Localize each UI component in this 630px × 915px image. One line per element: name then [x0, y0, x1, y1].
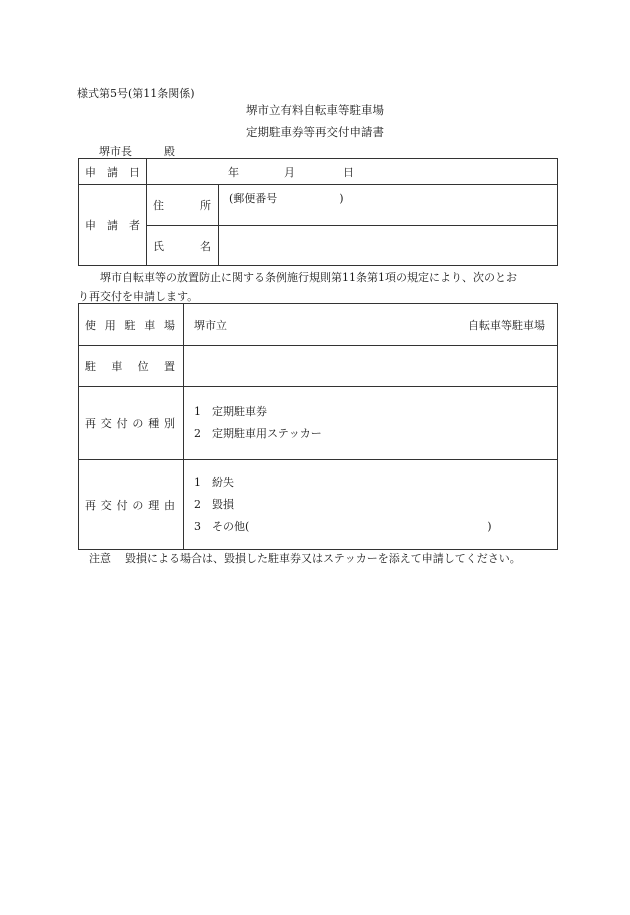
reissue-reason-option-other[interactable]: 3 その他( ) [194, 519, 492, 533]
applicant-table [78, 158, 558, 266]
addressee-honorific: 殿 [164, 145, 175, 158]
parking-lot-label: 使用駐車場 [79, 304, 184, 346]
postal-code-close: ) [339, 192, 344, 205]
parking-lot-prefix: 堺市立 [194, 318, 227, 332]
parking-position-field[interactable] [184, 346, 558, 387]
note [89, 553, 521, 564]
form-title-line2: 定期駐車券等再交付申請書 [246, 125, 384, 139]
application-statement [78, 268, 557, 306]
postal-code-label: (郵便番号 [229, 192, 278, 205]
details-table [78, 303, 558, 550]
note-label: 注意 [89, 552, 111, 565]
reissue-reason-option[interactable]: 2 毀損 [194, 497, 234, 511]
date-month-label: 月 [284, 166, 295, 179]
reissue-reason-label: 再交付の理由 [79, 460, 184, 550]
reissue-type-option[interactable]: 2 定期駐車用ステッカー [194, 427, 322, 440]
statement-line2: り再交付を申請します。 [78, 290, 199, 303]
name-label: 氏名 [147, 226, 219, 266]
address-field[interactable] [219, 185, 558, 226]
other-reason-close: ) [487, 519, 492, 533]
applicant-label: 申請者 [79, 185, 147, 266]
form-title-line1: 堺市立有料自転車等駐車場 [246, 103, 384, 117]
date-year-label: 年 [228, 166, 239, 179]
reissue-type-options [184, 387, 558, 460]
note-text: 毀損による場合は、毀損した駐車券又はステッカーを添えて申請してください。 [125, 552, 521, 565]
application-date-field[interactable] [147, 159, 558, 185]
reissue-reason-option[interactable]: 1 紛失 [194, 475, 234, 489]
addressee-name: 堺市長 [99, 145, 132, 158]
reissue-type-label: 再交付の種別 [79, 387, 184, 460]
reissue-reason-options [184, 460, 558, 550]
reissue-type-option[interactable]: 1 定期駐車券 [194, 405, 267, 418]
parking-lot-field[interactable] [184, 304, 558, 346]
name-field[interactable] [219, 226, 558, 266]
date-day-label: 日 [343, 166, 354, 179]
statement-line1: 堺市自転車等の放置防止に関する条例施行規則第11条第1項の規定により、次のとお [100, 271, 517, 284]
parking-lot-suffix: 自転車等駐車場 [468, 318, 545, 332]
application-date-label: 申請日 [79, 159, 147, 185]
address-label: 住所 [147, 185, 219, 226]
addressee [99, 146, 175, 157]
parking-position-label: 駐車位置 [79, 346, 184, 387]
form-number: 様式第5号(第11条関係) [77, 87, 195, 100]
